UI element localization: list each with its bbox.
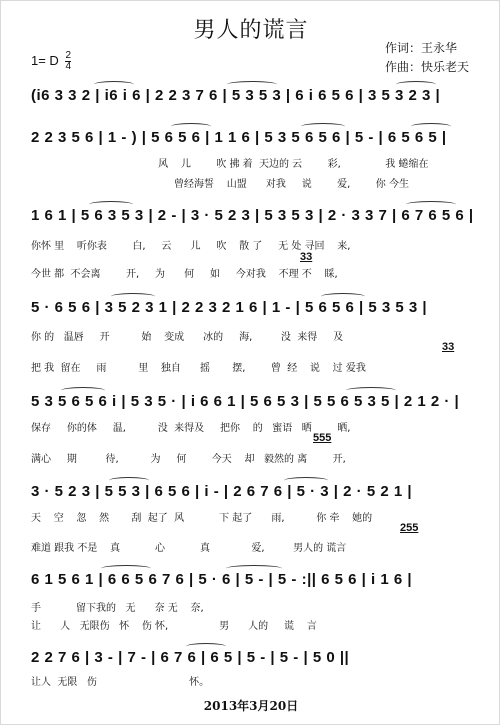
notation-line-2: 2 2 3 5 6 | 1 - ) | 5 6 5 6 | 1 1 6 | 5 3 5 6 5 6 | 5 - | 6 5 6 5 | [31, 129, 447, 146]
time-signature [65, 51, 71, 72]
notation-line-8: 2 2 7 6 | 3 - | 7 - | 6 7 6 | 6 5 | 5 - | 5 - | 5 0 || [31, 649, 350, 666]
lyric-line-4a: 你 的 温唇 开 始 变成 冰的 海, 没 来得 及 [31, 332, 344, 343]
lyric-line-3a: 你怀 里 听你表 白, 云 儿 吹 散 了 无 处 寻回 来, [31, 241, 351, 252]
notation-line-5: 5 3 5 6 5 6 i | 5 3 5 · | i 6 6 1 | 5 6 5 3 | 5 5 6 5 3 5 | 2 1 2 · | [31, 393, 460, 410]
footer-date: 2013年3月20日 [203, 699, 299, 713]
lyric-line-6b: 难道 跟我 不是 真 心 真 爱, 男人的 谎言 [31, 543, 347, 554]
marker-note-3: 555 [313, 432, 332, 444]
marker-note-1: 33 [300, 251, 313, 263]
slur-arc [284, 477, 328, 484]
time-numerator: 2 [65, 50, 72, 61]
slur-arc [61, 387, 105, 394]
slur-arc [301, 123, 345, 130]
key-signature [31, 51, 71, 72]
slur-arc [94, 81, 134, 88]
marker-note-2: 33 [442, 341, 455, 353]
slur-arc [406, 201, 456, 208]
lyric-line-3b: 今世 都 不会离 开, 为 何 如 今对我 不理 不 睬, [31, 269, 338, 280]
key-label: 1= D [31, 52, 59, 68]
slur-arc [396, 81, 436, 88]
notation-line-4: 5 · 6 5 6 | 3 5 2 3 1 | 2 2 3 2 1 6 | 1 - | 5 6 5 6 | 5 3 5 3 | [31, 299, 428, 316]
lyric-line-8a: 让人 无限 伤 怀。 [31, 677, 210, 688]
time-denominator: 4 [65, 61, 72, 72]
composer-credit: 作曲：快乐老天 [385, 60, 470, 74]
lyric-line-7a: 手 留下我的 无 奈 无 奈, [31, 603, 204, 614]
slur-arc [171, 123, 211, 130]
slur-arc [109, 477, 149, 484]
slur-arc [346, 387, 396, 394]
lyric-line-4b: 把 我 留在 雨 里 独自 摇 摆, 曾 经 说 过 爱我 [31, 363, 366, 374]
slur-arc [101, 565, 151, 572]
lyric-line-2a: 风 儿 吹 拂 着 天边的 云 彩, 我 蜷缩在 [31, 159, 429, 170]
notation-line-7: 6 1 5 6 1 | 6 6 5 6 7 6 | 5 · 6 | 5 - | 5 - :|| 6 5 6 | i 1 6 | [31, 571, 413, 588]
notation-line-1: (i6 3 3 2 | i6 i 6 | 2 2 3 7 6 | 5 3 5 3 | 6 i 6 5 6 | 3 5 3 2 3 | [31, 87, 441, 104]
slur-arc [111, 293, 155, 300]
notation-line-6: 3 · 5 2 3 | 5 5 3 | 6 5 6 | i - | 2 6 7 6 | 5 · 3 | 2 · 5 2 1 | [31, 483, 413, 500]
lyric-line-7b: 让 人 无限伤 怀 伤 怀, 男 人的 谎 言 [31, 621, 317, 632]
lyricist-credit: 作词：王永华 [385, 41, 458, 55]
slur-arc [89, 201, 133, 208]
lyric-line-5a: 保存 你的体 温, 没 来得及 把你 的 蜜语 晒 晒, [31, 423, 351, 434]
lyric-line-2b: 曾经海誓 山盟 对我 说 爱, 你 今生 [31, 179, 409, 190]
song-title: 男人的谎言 [193, 18, 309, 43]
lyric-line-6a: 天 空 忽 然 刮 起了 风 下 起了 雨, 你 牵 她的 [31, 513, 373, 524]
slur-arc [186, 643, 226, 650]
slur-arc [411, 123, 451, 130]
marker-note-4: 255 [400, 522, 419, 534]
slur-arc [227, 81, 277, 88]
lyric-line-5b: 满心 期 待, 为 何 今天 却 毅然的 离 开, [31, 454, 346, 465]
notation-line-3: 1 6 1 | 5 6 3 5 3 | 2 - | 3 · 5 2 3 | 5 3 5 3 | 2 · 3 3 7 | 6 7 6 5 6 | [31, 207, 474, 224]
slur-arc [321, 293, 365, 300]
slur-arc [226, 565, 282, 572]
